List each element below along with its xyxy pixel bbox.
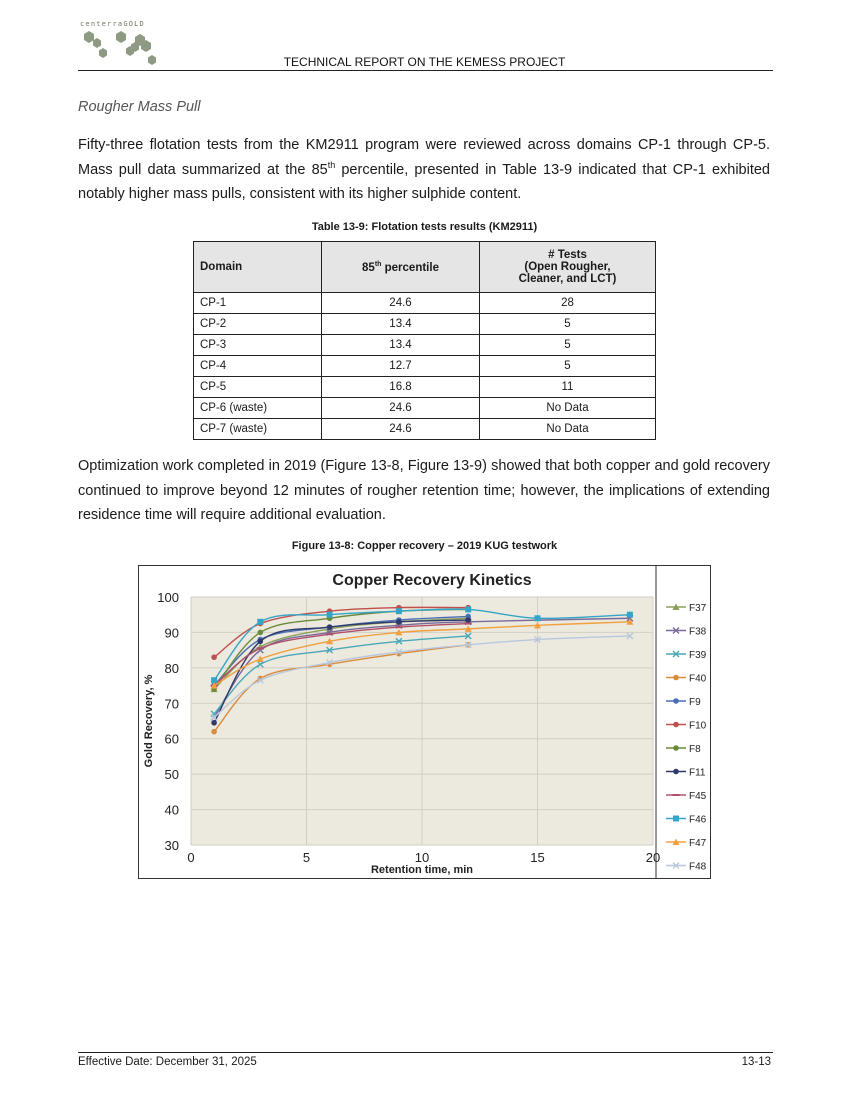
data-point (673, 816, 679, 822)
cell-domain: CP-2 (194, 314, 322, 335)
header-text: percentile (381, 261, 439, 274)
legend-item (666, 862, 707, 873)
data-point (465, 606, 471, 612)
cell-percentile: 16.8 (322, 377, 480, 398)
x-tick-label: 15 (530, 850, 545, 865)
y-tick-label: 50 (164, 767, 179, 783)
data-point (327, 612, 333, 618)
page-number: 13-13 (741, 1056, 771, 1068)
cell-tests: 11 (480, 377, 656, 398)
flotation-results-table (193, 241, 656, 440)
cell-tests: 28 (480, 293, 656, 314)
table-row (194, 377, 656, 398)
header-domain: Domain (194, 242, 322, 293)
superscript: th (327, 159, 336, 170)
y-tick-label: 100 (157, 590, 179, 605)
header-text: 85 (362, 261, 375, 274)
legend-item (666, 744, 701, 755)
cell-tests: 5 (480, 335, 656, 356)
legend-item (666, 697, 701, 708)
data-point (258, 638, 264, 644)
footer-divider (78, 1052, 773, 1053)
x-axis-label: Retention time, min (370, 864, 474, 876)
table-row (194, 356, 656, 377)
y-tick-label: 60 (164, 731, 179, 747)
y-tick-label: 90 (164, 625, 179, 641)
x-tick-label: 0 (187, 850, 195, 865)
x-tick-label: 10 (414, 850, 430, 865)
data-point (673, 675, 679, 681)
x-tick-label: 5 (302, 850, 311, 865)
legend-label: F10 (689, 720, 707, 732)
y-tick-label: 70 (164, 696, 179, 712)
cell-tests: 5 (480, 314, 656, 335)
legend-label: F40 (689, 673, 707, 685)
legend-item (666, 768, 706, 779)
legend-label: F9 (689, 697, 701, 708)
cell-domain: CP-1 (194, 293, 322, 314)
cell-domain: CP-5 (194, 377, 322, 398)
y-tick-label: 80 (164, 660, 179, 676)
legend-item (666, 627, 707, 638)
legend-item (666, 650, 707, 661)
data-point (673, 698, 679, 704)
data-point (396, 608, 402, 614)
table-row (194, 314, 656, 335)
table-caption: Table 13-9: Flotation tests results (KM2911) (311, 221, 538, 233)
legend-item (666, 838, 707, 849)
legend-label: F47 (689, 838, 707, 849)
legend-item (666, 603, 707, 614)
logo-wordmark: centerraGOLD (80, 20, 145, 28)
chart-canvas (139, 566, 710, 878)
data-point (258, 630, 264, 636)
y-axis-label: Gold Recovery, % (143, 674, 155, 768)
cell-domain: CP-7 (waste) (194, 419, 322, 440)
figure-caption: Figure 13-8: Copper recovery – 2019 KUG testwork (291, 540, 558, 552)
data-point (396, 619, 402, 625)
legend-label: F46 (689, 814, 707, 826)
cell-tests: No Data (480, 398, 656, 419)
x-tick-label: 20 (645, 850, 661, 865)
cell-percentile: 13.4 (322, 314, 480, 335)
header-text: # Tests (548, 249, 587, 261)
header-text: Cleaner, and LCT) (518, 273, 617, 285)
copper-recovery-chart (138, 565, 711, 879)
cell-percentile: 13.4 (322, 335, 480, 356)
header-divider (78, 70, 773, 71)
legend-label: F48 (689, 861, 707, 873)
table-row (194, 293, 656, 314)
legend-label: F39 (689, 650, 707, 661)
data-point (535, 615, 541, 621)
table-header-row (194, 242, 656, 293)
y-tick-label: 40 (164, 802, 179, 818)
cell-domain: CP-4 (194, 356, 322, 377)
cell-percentile: 24.6 (322, 398, 480, 419)
data-point (257, 619, 263, 625)
cell-tests: 5 (480, 356, 656, 377)
paragraph-text: percentile, presented in Table 13-9 indicated that CP-1 exhibited notably higher mass pulls, consistent with its higher sulphide content. (78, 161, 770, 202)
header-text: (Open Rougher, (524, 261, 611, 273)
data-point (211, 729, 217, 735)
data-point (465, 617, 471, 623)
cell-domain: CP-3 (194, 335, 322, 356)
data-point (673, 769, 679, 775)
legend-label: F38 (689, 626, 707, 638)
data-point (211, 720, 217, 726)
data-point (211, 654, 217, 660)
superscript: th (374, 260, 382, 268)
paragraph-optimization: Optimization work completed in 2019 (Figure 13-8, Figure 13-9) showed that both copper and gold recovery continued to improve beyond 12 minutes of rougher retention time; however, the implications of extending residence time will require additional evaluation. (78, 458, 770, 523)
cell-domain: CP-6 (waste) (194, 398, 322, 419)
legend-label: F11 (689, 767, 706, 779)
paragraph-mass-pull (78, 133, 770, 207)
report-title: TECHNICAL REPORT ON THE KEMESS PROJECT (283, 55, 566, 69)
table-row (194, 335, 656, 356)
cell-percentile: 24.6 (322, 419, 480, 440)
data-point (627, 612, 633, 618)
legend-label: F37 (689, 603, 707, 614)
legend-label: F45 (689, 791, 707, 802)
table-row (194, 398, 656, 419)
y-tick-label: 30 (164, 838, 179, 853)
cell-tests: No Data (480, 419, 656, 440)
section-heading: Rougher Mass Pull (78, 99, 201, 115)
legend-item (666, 791, 707, 802)
cell-percentile: 24.6 (322, 293, 480, 314)
chart-title: Copper Recovery Kinetics (332, 572, 532, 589)
data-point (327, 624, 333, 630)
effective-date: Effective Date: December 31, 2025 (78, 1056, 257, 1068)
legend-item (666, 674, 707, 685)
cell-percentile: 12.7 (322, 356, 480, 377)
header-tests (480, 242, 656, 293)
data-point (673, 722, 679, 728)
legend-label: F8 (689, 744, 701, 755)
table-row (194, 419, 656, 440)
header-percentile (322, 242, 480, 293)
data-point (673, 745, 679, 751)
paragraph-text: Fifty-three flotation tests from the KM2911 program were reviewed across domains CP-1 through CP-5. Mass pull data summarized at the 85 (78, 137, 770, 178)
legend-item (666, 815, 707, 826)
legend-item (666, 721, 707, 732)
